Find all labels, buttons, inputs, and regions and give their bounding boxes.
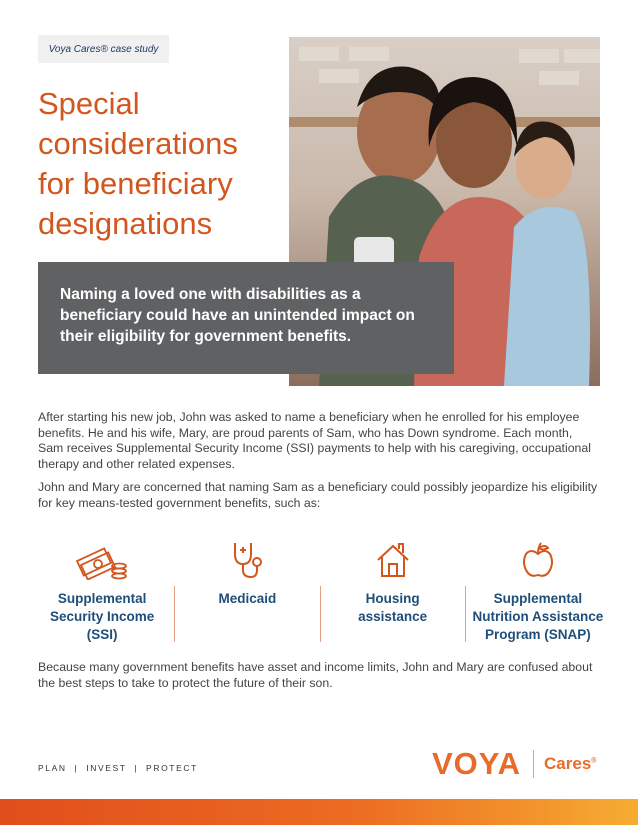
benefit-medicaid: Medicaid xyxy=(175,540,319,650)
case-study-tag: Voya Cares® case study xyxy=(38,35,169,63)
apple-icon xyxy=(521,540,555,580)
tagline: PLAN | INVEST | PROTECT xyxy=(38,763,198,773)
title-line: Special xyxy=(38,86,140,121)
benefit-housing: Housing assistance xyxy=(321,540,465,650)
callout-line: Naming a loved one with disabilities as a xyxy=(60,286,361,303)
benefit-snap: Supplemental Nutrition Assistance Program (SNAP) xyxy=(466,540,610,650)
house-icon xyxy=(375,540,411,580)
callout-line: their eligibility for government benefits. xyxy=(60,328,352,345)
money-icon xyxy=(75,540,129,580)
logo-separator xyxy=(533,750,534,778)
callout-line: beneficiary could have an unintended impact on xyxy=(60,307,415,324)
title-line: designations xyxy=(38,206,213,241)
logo-brand: VOYA xyxy=(432,746,522,781)
title-line: for beneficiary xyxy=(38,166,233,201)
callout-box xyxy=(38,262,454,374)
title-line: considerations xyxy=(38,126,238,161)
intro-paragraph: After starting his new job, John was asked to name a beneficiary when he enrolled for his employee benefits. He and his wife, Mary, are proud parents of Sam, who has Down syndrome. Each month, Sam receives Supplemental Security Income (SSI) payments to help with his caregiving, occupational therapy and other related expenses. xyxy=(38,410,591,471)
benefits-row xyxy=(30,540,610,650)
footer-bar xyxy=(0,799,638,825)
closing-paragraph: Because many government benefits have asset and income limits, John and Mary are confused about the best steps to take to protect the future of their son. xyxy=(38,660,593,690)
page-title xyxy=(38,84,283,244)
concern-paragraph: John and Mary are concerned that naming Sam as a beneficiary could possibly jeopardize his eligibility for key means-tested government benefits, such as: xyxy=(38,480,598,510)
benefit-ssi: Supplemental Security Income (SSI) xyxy=(30,540,174,650)
logo-sub: Cares® xyxy=(544,754,597,773)
stethoscope-icon xyxy=(229,540,265,580)
voya-cares-logo xyxy=(432,744,596,784)
